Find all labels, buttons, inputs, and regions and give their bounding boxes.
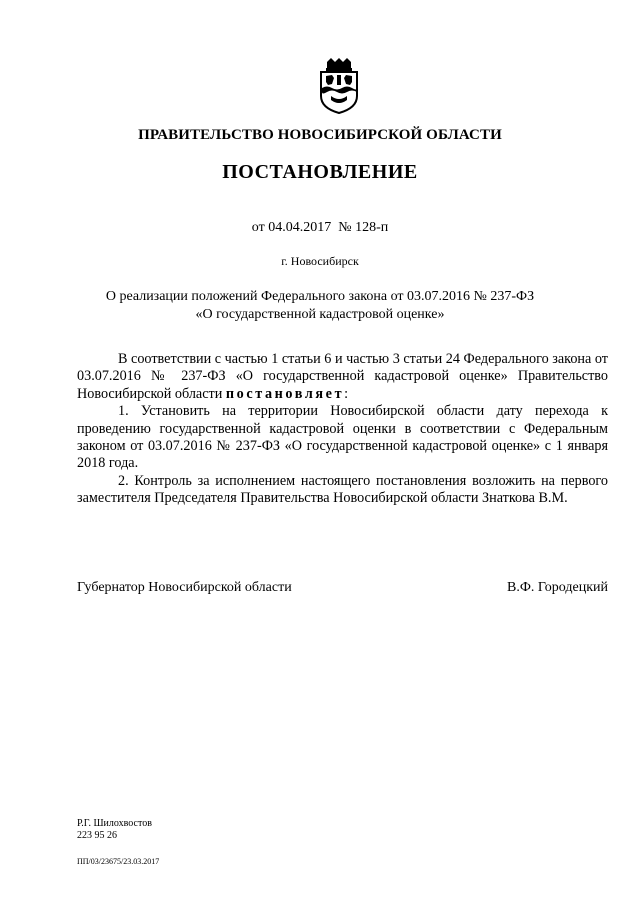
preamble-text: В соответствии с частью 1 статьи 6 и частью 3 статьи 24 Федерального закона от 03.07.2016 № 237-ФЗ «О государственной кадастровой оценке» Правительство Новосибирской области (77, 351, 608, 402)
coat-of-arms-icon (317, 58, 361, 114)
executor-phone: 223 95 26 (77, 830, 117, 841)
item-1-paragraph: 1. Установить на территории Новосибирской области дату перехода к проведению государственной кадастровой оценки в соответствии с Федеральным законом от 03.07.2016 № 237-ФЗ «О государственной кадастровой оценке» с 1 января 2018 года. (77, 403, 608, 472)
subject-line-2: «О государственной кадастровой оценке» (195, 307, 445, 322)
document-date: 04.04.2017 (268, 220, 332, 235)
subject-line-1: О реализации положений Федерального закона от 03.07.2016 № 237-ФЗ (105, 289, 535, 304)
document-number: 128-п (355, 220, 389, 235)
preamble-paragraph (77, 351, 608, 403)
registration-number: ПП/03/23675/23.03.2017 (77, 857, 160, 866)
date-number-line (0, 220, 640, 236)
executor-name: Р.Г. Шилохвостов (77, 818, 152, 829)
item-2-paragraph: 2. Контроль за исполнением настоящего постановления возложить на первого заместителя Председателя Правительства Новосибирской области Знаткова В.М. (77, 472, 608, 507)
decree-word: постановляет (225, 385, 345, 402)
organization-name: ПРАВИТЕЛЬСТВО НОВОСИБИРСКОЙ ОБЛАСТИ (138, 127, 502, 143)
decree-colon: : (344, 385, 349, 402)
signatory-name: В.Ф. Городецкий (507, 580, 608, 595)
signatory-role: Губернатор Новосибирской области (77, 580, 292, 595)
city: г. Новосибирск (281, 254, 359, 268)
executor-block (77, 818, 152, 842)
date-prefix: от (251, 220, 269, 235)
document-type: ПОСТАНОВЛЕНИЕ (222, 161, 418, 183)
document-body (77, 351, 608, 508)
number-prefix: № (331, 220, 356, 235)
document-subject (0, 288, 640, 324)
